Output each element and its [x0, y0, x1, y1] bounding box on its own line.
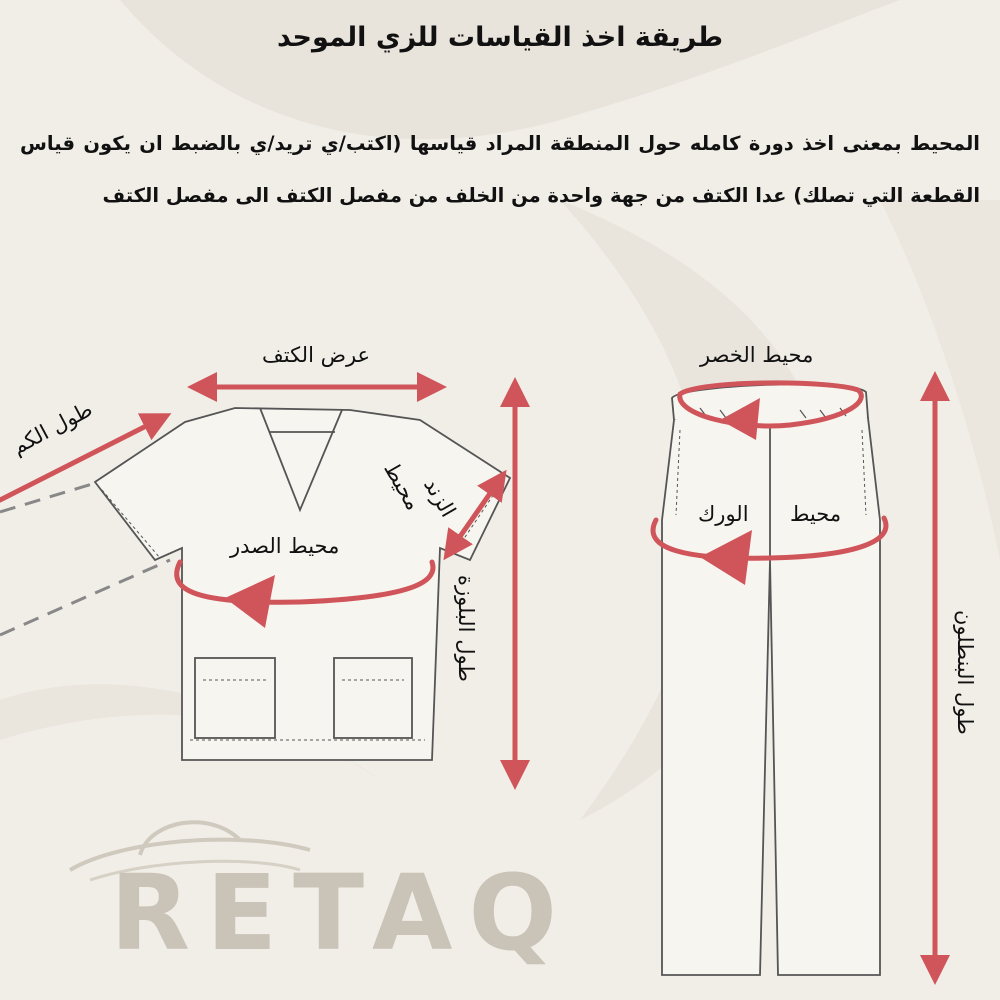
- page-title: طريقة اخذ القياسات للزي الموحد: [276, 22, 724, 53]
- wrist-circumference-label-2: الزند: [419, 474, 461, 522]
- shoulder-width-label: عرض الكتف: [262, 343, 371, 367]
- instructions-paragraph: المحيط بمعنى اخذ دورة كامله حول المنطقة المراد قياسها (اكتب/ي تريد/ي بالضبط ان يكون قياس القطعة التي تصلك) عدا الكتف من جهة واحدة من الخلف من مفصل الكتف الى مفصل الكتف: [20, 132, 980, 207]
- hip-circumference-label-1: محيط: [790, 502, 842, 526]
- shirt-outline: [95, 408, 510, 760]
- blouse-length-label: طول البلوزة: [454, 575, 478, 683]
- hip-circumference-label-2: الورك: [698, 502, 749, 526]
- sleeve-length-label: طول الكم: [8, 397, 97, 460]
- wrist-circumference-label-1: محيط: [379, 458, 426, 515]
- brand-logo: RETAQ: [110, 852, 573, 974]
- pants-outline: [662, 384, 880, 975]
- chest-circumference-label: محيط الصدر: [230, 534, 340, 558]
- pants-length-label: طول البنطلون: [953, 610, 977, 735]
- waist-circumference-label: محيط الخصر: [700, 343, 814, 367]
